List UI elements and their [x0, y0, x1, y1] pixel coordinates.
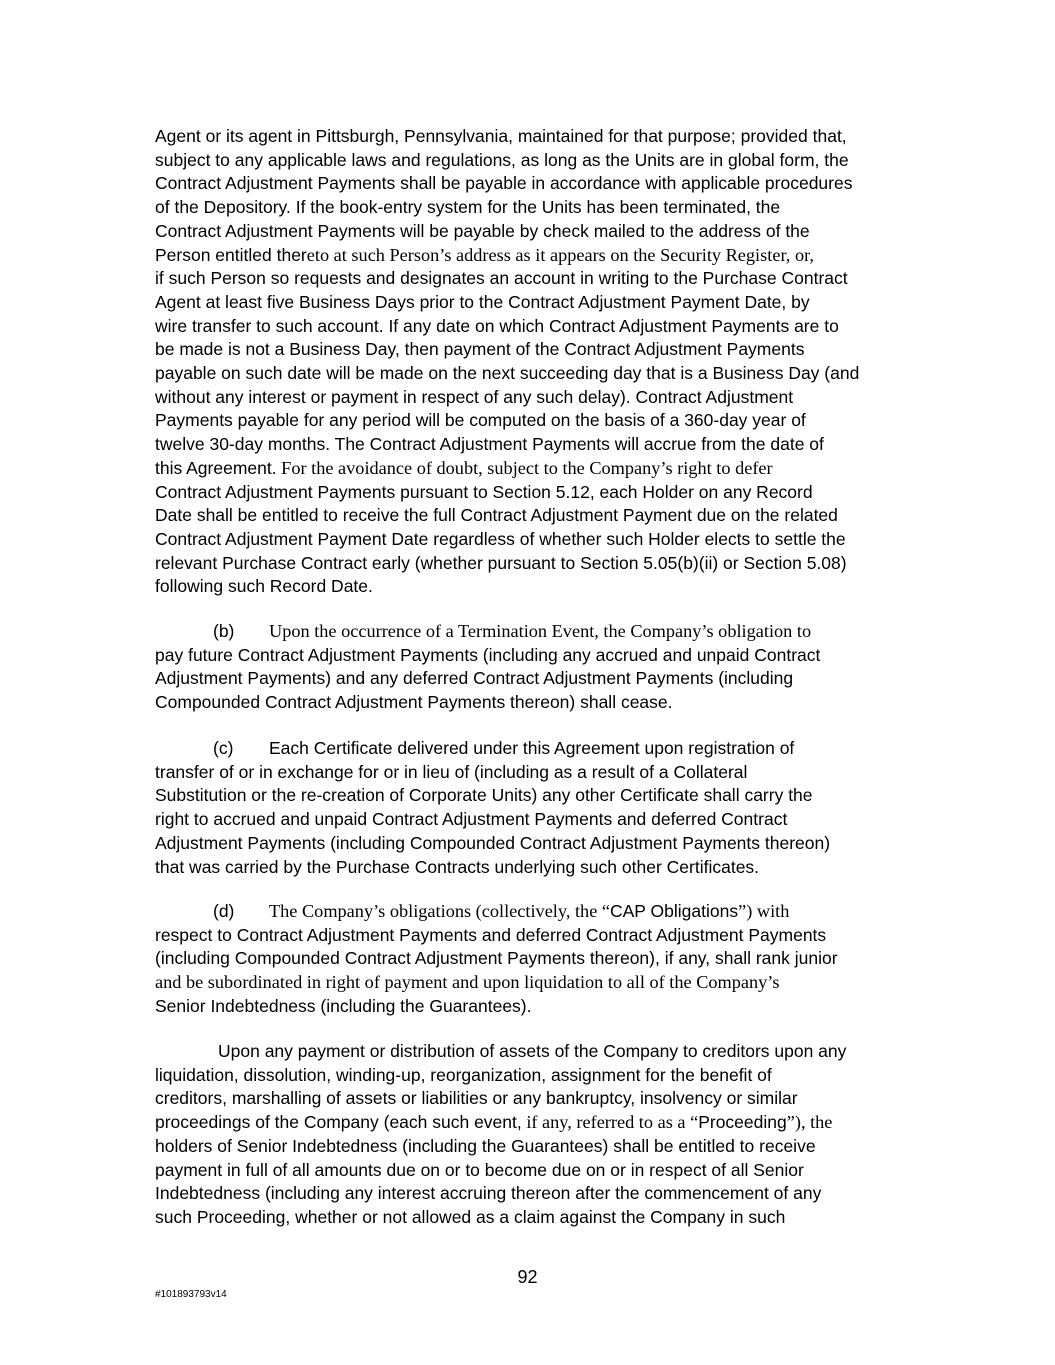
text-line: Compounded Contract Adjustment Payments thereon) shall cease. [155, 692, 673, 713]
text-line [155, 1111, 915, 1135]
text-run: Each Certificate delivered under this Agreement upon registration of [269, 738, 795, 758]
paragraph-subordination [155, 1040, 915, 1230]
text-line: such Proceeding, whether or not allowed as a claim against the Company in such [155, 1206, 786, 1227]
text-run-serif: Upon the occurrence of a Termination Event, the Company’s obligation to [269, 621, 812, 641]
text-line [155, 900, 915, 924]
text-line: and be subordinated in right of payment and upon liquidation to all of the Company’s [155, 972, 780, 993]
text-run-serif: eto at such Person’s address as it appears on the Security Register, or, [306, 244, 815, 265]
text-line: Contract Adjustment Payments will be payable by check mailed to the address of the [155, 220, 810, 241]
text-line: subject to any applicable laws and regulations, as long as the Units are in global form, the [155, 149, 849, 170]
paragraph-c [155, 737, 915, 879]
text-line [155, 737, 915, 761]
text-run: proceedings of the Company (each such event, [155, 1112, 522, 1133]
paragraph-b [155, 620, 915, 715]
text-line: transfer of or in exchange for or in lieu of (including as a result of a Collateral [155, 761, 748, 782]
text-line: Senior Indebtedness (including the Guarantees). [155, 995, 532, 1016]
text-line: Agent at least five Business Days prior to the Contract Adjustment Payment Date, by [155, 291, 810, 312]
text-line: Adjustment Payments (including Compounded Contract Adjustment Payments thereon) [155, 832, 831, 853]
text-line [155, 244, 915, 268]
text-line: respect to Contract Adjustment Payments and deferred Contract Adjustment Payments [155, 924, 827, 945]
text-line: Substitution or the re-creation of Corporate Units) any other Certificate shall carry the [155, 785, 813, 806]
text-line: Contract Adjustment Payments shall be payable in accordance with applicable procedures [155, 173, 853, 194]
paragraph-label: (d) [213, 901, 235, 921]
text-line: Date shall be entitled to receive the full Contract Adjustment Payment due on the related [155, 505, 838, 526]
document-id: #101893793v14 [155, 1289, 227, 1300]
text-line [155, 457, 915, 481]
text-line: right to accrued and unpaid Contract Adjustment Payments and deferred Contract [155, 809, 788, 830]
text-line: relevant Purchase Contract early (whether pursuant to Section 5.05(b)(ii) or Section 5.08) [155, 552, 847, 573]
text-line: be made is not a Business Day, then payment of the Contract Adjustment Payments [155, 339, 805, 360]
text-run-serif: ”) with [738, 901, 790, 921]
text-line [155, 620, 915, 644]
text-line [155, 1040, 915, 1064]
text-line: creditors, marshalling of assets or liabilities or any bankruptcy, insolvency or similar [155, 1088, 798, 1109]
text-line: following such Record Date. [155, 576, 373, 597]
text-line: pay future Contract Adjustment Payments (including any accrued and unpaid Contract [155, 644, 821, 665]
text-run-serif: The Company’s obligations (collectively, the “ [269, 901, 610, 921]
text-line: payable on such date will be made on the next succeeding day that is a Business Day (and [155, 363, 860, 384]
text-line: without any interest or payment in respect of any such delay). Contract Adjustment [155, 386, 794, 407]
text-line: holders of Senior Indebtedness (including the Guarantees) shall be entitled to receive [155, 1135, 816, 1156]
text-line: twelve 30-day months. The Contract Adjustment Payments will accrue from the date of [155, 434, 824, 455]
text-run: this Agreement. [155, 457, 277, 478]
text-line: Contract Adjustment Payment Date regardless of whether such Holder elects to settle the [155, 528, 846, 549]
text-line: (including Compounded Contract Adjustment Payments thereon), if any, shall rank junior [155, 948, 838, 969]
text-line: payment in full of all amounts due on or to become due on or in respect of all Senior [155, 1159, 804, 1180]
text-line: Agent or its agent in Pittsburgh, Pennsylvania, maintained for that purpose; provided that, [155, 126, 847, 146]
text-run-serif: if any, referred to as a “ [521, 1112, 699, 1133]
text-run: Upon any payment or distribution of assets of the Company to creditors upon any [218, 1041, 847, 1061]
defined-term: CAP Obligations [610, 901, 739, 921]
text-run: Person entitled ther [155, 244, 307, 265]
text-line: of the Depository. If the book-entry system for the Units has been terminated, the [155, 197, 781, 218]
paragraph-continuation [155, 125, 915, 599]
page-number: 92 [517, 1267, 538, 1287]
text-line: Indebtedness (including any interest accruing thereon after the commencement of any [155, 1183, 822, 1204]
defined-term: Proceeding [698, 1112, 787, 1133]
text-line: wire transfer to such account. If any date on which Contract Adjustment Payments are to [155, 315, 839, 336]
text-line: that was carried by the Purchase Contracts underlying such other Certificates. [155, 856, 760, 877]
paragraph-label: (b) [213, 621, 235, 641]
text-run-serif: ”), the [786, 1112, 833, 1133]
text-line: Adjustment Payments) and any deferred Contract Adjustment Payments (including [155, 668, 794, 689]
text-line: Payments payable for any period will be computed on the basis of a 360-day year of [155, 410, 806, 431]
text-line: Contract Adjustment Payments pursuant to Section 5.12, each Holder on any Record [155, 481, 813, 502]
paragraph-label: (c) [213, 738, 234, 758]
text-line: liquidation, dissolution, winding-up, reorganization, assignment for the benefit of [155, 1064, 772, 1085]
paragraph-d [155, 900, 915, 1019]
text-line: if such Person so requests and designates an account in writing to the Purchase Contract [155, 268, 848, 289]
text-run-serif: For the avoidance of doubt, subject to the Company’s right to defer [276, 457, 773, 478]
